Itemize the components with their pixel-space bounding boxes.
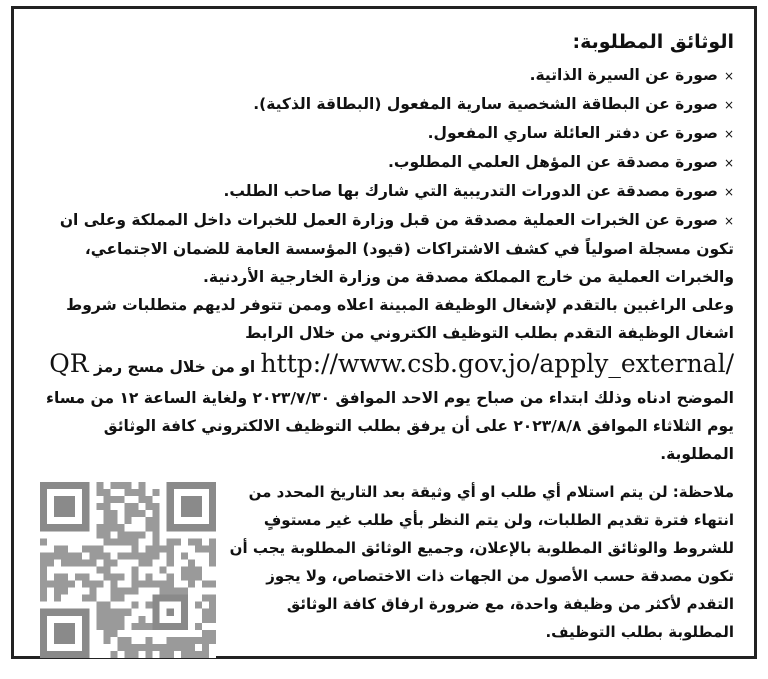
section-title: الوثائق المطلوبة: <box>572 31 734 53</box>
bullet-x-icon: × <box>723 185 734 199</box>
list-item <box>34 148 734 177</box>
bullet-x-icon: × <box>723 127 734 141</box>
apply-instructions: وعلى الراغبين بالتقدم لإشغال الوظيفة المبينة اعلاه وممن تتوفر لديهم متطلبات شروط اشغال الوظيفة التقدم بطلب التوظيف الكتروني من خلال الرابط <box>66 296 734 342</box>
apply-dates: الموضح ادناه وذلك ابتداء من صباح يوم الاحد الموافق ٢٠٢٣/٧/٣٠ ولغاية الساعة ١٢ من مساء يوم الثلاثاء الموافق ٢٠٢٣/٨/٨ على أن يرفق بطلب التوظيف الالكتروني كافة الوثائق المطلوبة. <box>46 389 734 463</box>
qr-code-icon[interactable] <box>40 482 216 658</box>
note-section <box>34 478 734 646</box>
list-item <box>34 61 734 90</box>
bullet-x-icon: × <box>723 156 734 170</box>
list-item-text: صورة عن السيرة الذاتية. <box>529 66 718 84</box>
list-item <box>34 119 734 148</box>
list-item-text: صورة مصدقة عن المؤهل العلمي المطلوب. <box>388 153 718 171</box>
qr-label: QR <box>49 349 89 378</box>
apply-url-link[interactable]: http://www.csb.gov.jo/apply_external/ <box>260 349 734 378</box>
list-item <box>34 177 734 206</box>
bullet-x-icon: × <box>723 214 734 228</box>
list-item-text: صورة عن دفتر العائلة ساري المفعول. <box>427 124 718 142</box>
bullet-x-icon: × <box>723 69 734 83</box>
list-item-text: صورة عن الخبرات العملية مصدقة من قبل وزارة العمل للخبرات داخل المملكة وعلى ان تكون مسجلة اصولياً في كشف الاشتراكات (قيود) المؤسسة العامة للضمان الاجتماعي، والخبرات العملية من خارج المملكة مصدقة من وزارة الخارجية الأردنية. <box>59 211 734 286</box>
list-item <box>34 90 734 119</box>
bullet-x-icon: × <box>723 98 734 112</box>
list-item-text: صورة عن البطاقة الشخصية سارية المفعول (البطاقة الذكية). <box>253 95 718 113</box>
announcement-frame <box>11 6 757 659</box>
documents-list <box>34 61 734 291</box>
list-item <box>34 206 734 291</box>
apply-link-line <box>34 347 734 384</box>
qr-prefix-text: او من خلال مسح رمز <box>93 358 256 376</box>
list-item-text: صورة مصدقة عن الدورات التدريبية التي شارك بها صاحب الطلب. <box>223 182 718 200</box>
note-text: ملاحظة: لن يتم استلام أي طلب او أي وثيقة بعد التاريخ المحدد من انتهاء فترة تقديم الطلبات، ولن يتم النظر بأي طلب غير مستوفٍ للشروط والوثائق المطلوبة بالإعلان، وجميع الوثائق المطلوبة يجب أن تكون مصدقة حسب الأصول من الجهات ذات الاختصاص، ولا يجوز التقدم لأكثر من وظيفة واحدة، مع ضرورة ارفاق كافة الوثائق المطلوبة بطلب التوظيف. <box>229 483 734 641</box>
